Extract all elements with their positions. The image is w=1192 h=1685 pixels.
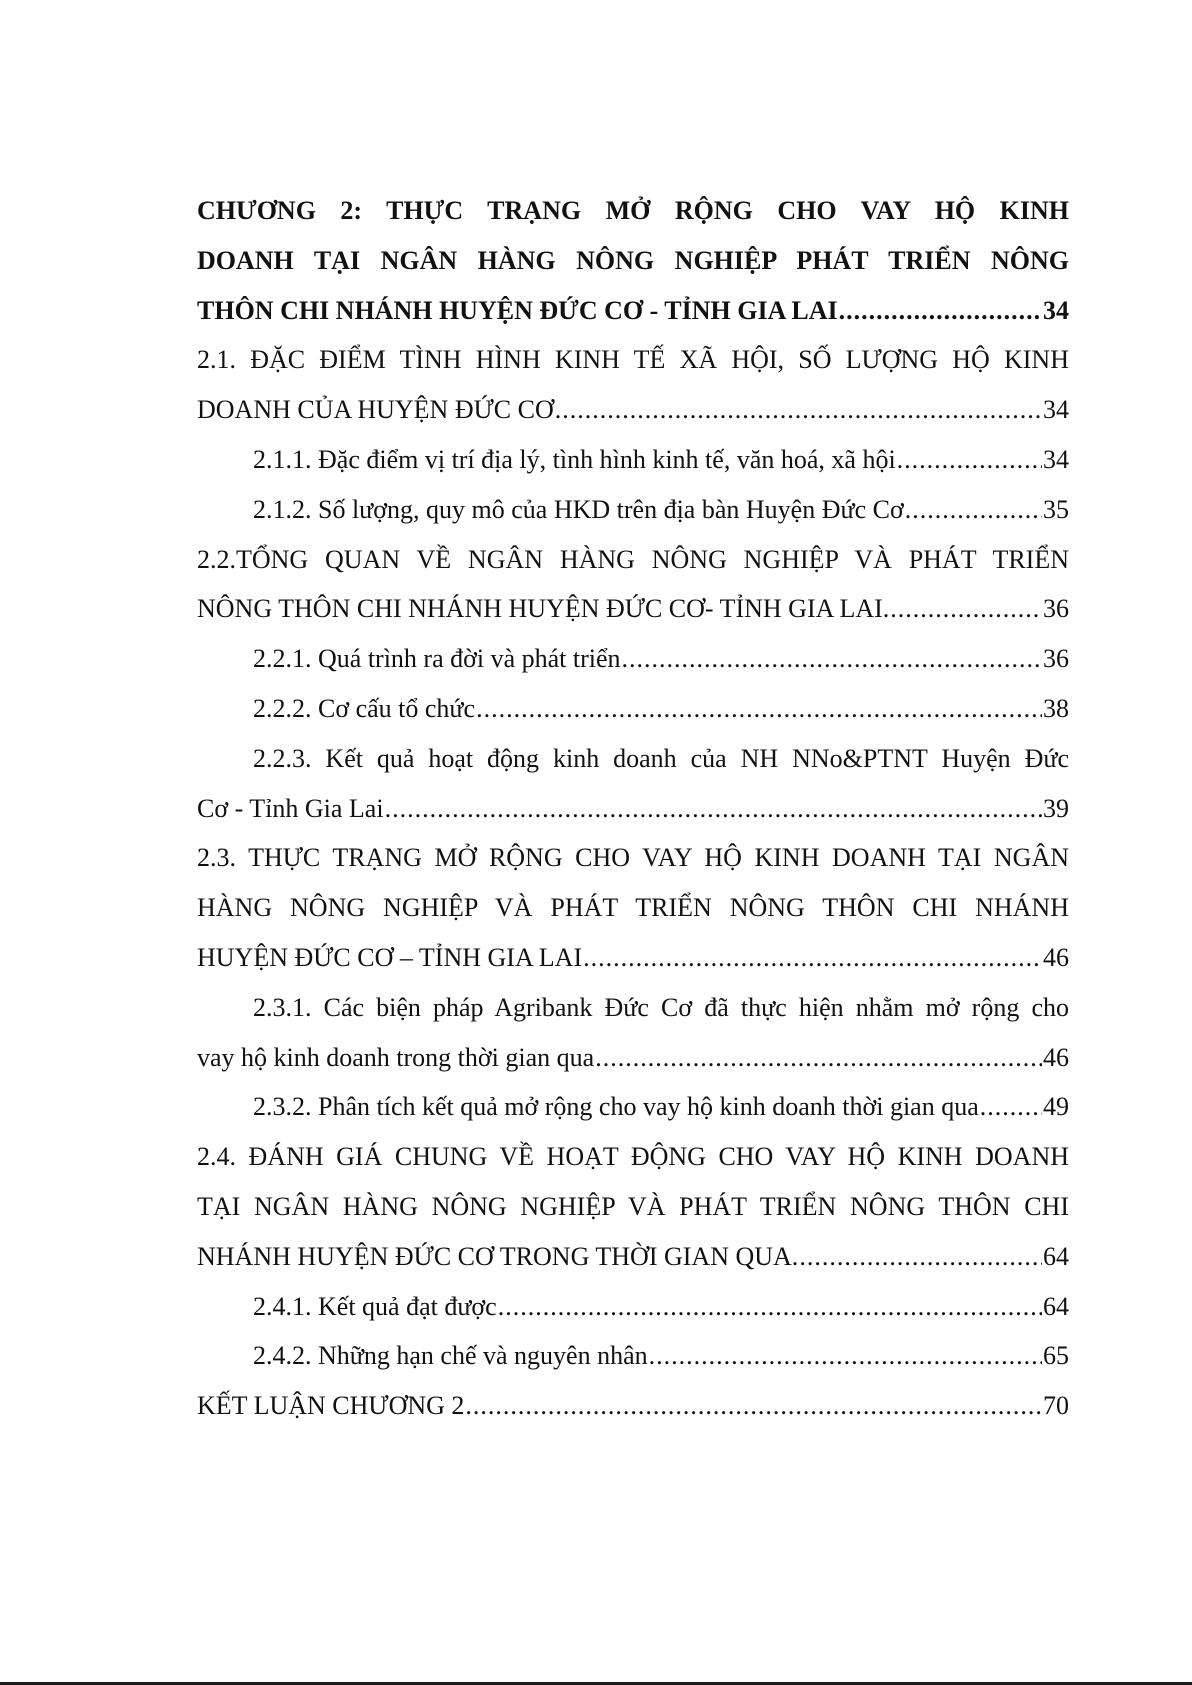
toc-entry-text: HUYỆN ĐỨC CƠ – TỈNH GIA LAI bbox=[197, 942, 583, 972]
table-of-contents bbox=[197, 186, 1069, 1431]
toc-entry-conclusion[interactable] bbox=[197, 1381, 1069, 1431]
dot-leader bbox=[385, 784, 1042, 834]
dot-leader bbox=[498, 1282, 1042, 1332]
toc-entry-text: DOANH CỦA HUYỆN ĐỨC CƠ bbox=[197, 395, 554, 425]
toc-entry-2-2-2[interactable] bbox=[197, 684, 1069, 734]
toc-page-number: 65 bbox=[1043, 1341, 1069, 1371]
toc-entry-2-1-2[interactable] bbox=[197, 485, 1069, 535]
toc-page-number: 35 bbox=[1043, 494, 1069, 524]
toc-entry-2-3-2[interactable] bbox=[197, 1082, 1069, 1132]
toc-page-number: 46 bbox=[1043, 1042, 1069, 1072]
dot-leader bbox=[799, 1232, 1042, 1282]
toc-page-number: 36 bbox=[1043, 644, 1069, 674]
toc-entry-text: NÔNG THÔN CHI NHÁNH HUYỆN ĐỨC CƠ- TỈNH GIA LAI. bbox=[197, 594, 890, 624]
toc-entry-chapter-2-line-3[interactable] bbox=[197, 286, 1069, 336]
toc-page-number: 46 bbox=[1043, 942, 1069, 972]
toc-page-number: 70 bbox=[1043, 1391, 1069, 1421]
toc-page-number: 34 bbox=[1043, 395, 1069, 425]
toc-entry-2-3-line-1[interactable] bbox=[197, 833, 1069, 883]
dot-leader bbox=[839, 286, 1042, 336]
toc-entry-text: 2.1. ĐẶC ĐIỂM TÌNH HÌNH KINH TẾ XÃ HỘI, SỐ LƯỢNG HỘ KINH bbox=[197, 345, 1069, 375]
dot-leader bbox=[622, 634, 1042, 684]
dot-leader bbox=[897, 435, 1042, 485]
toc-page-number: 49 bbox=[1043, 1092, 1069, 1122]
toc-entry-2-3-line-2[interactable] bbox=[197, 883, 1069, 933]
toc-entry-2-2-3-line-2[interactable] bbox=[197, 784, 1069, 834]
toc-page-number: 64 bbox=[1043, 1241, 1069, 1271]
toc-entry-2-4-1[interactable] bbox=[197, 1282, 1069, 1332]
toc-entry-text: 2.3.1. Các biện pháp Agribank Đức Cơ đã thực hiện nhằm mở rộng cho bbox=[253, 992, 1069, 1022]
dot-leader bbox=[476, 684, 1042, 734]
toc-entry-text: 2.2.TỔNG QUAN VỀ NGÂN HÀNG NÔNG NGHIỆP VÀ PHÁT TRIỂN bbox=[197, 544, 1069, 574]
toc-entry-2-4-line-3[interactable] bbox=[197, 1232, 1069, 1282]
dot-leader bbox=[980, 1082, 1042, 1132]
toc-entry-text: DOANH TẠI NGÂN HÀNG NÔNG NGHIỆP PHÁT TRIỂN NÔNG bbox=[197, 245, 1069, 275]
dot-leader bbox=[583, 933, 1042, 983]
toc-entry-text: 2.2.3. Kết quả hoạt động kinh doanh của NH NNo&PTNT Huyện Đức bbox=[253, 743, 1069, 773]
toc-entry-text: 2.2.1. Quá trình ra đời và phát triển bbox=[253, 644, 621, 674]
toc-entry-2-3-line-3[interactable] bbox=[197, 933, 1069, 983]
toc-page-number: 34 bbox=[1043, 444, 1069, 474]
dot-leader bbox=[595, 1033, 1042, 1083]
toc-page-number: 38 bbox=[1043, 693, 1069, 723]
toc-page-number: 36 bbox=[1043, 594, 1069, 624]
toc-entry-text: 2.2.2. Cơ cấu tổ chức bbox=[253, 693, 476, 723]
dot-leader bbox=[649, 1331, 1042, 1381]
toc-entry-2-1-line-1[interactable] bbox=[197, 335, 1069, 385]
toc-page-number: 34 bbox=[1043, 295, 1069, 325]
toc-entry-text: 2.4.1. Kết quả đạt được bbox=[253, 1291, 497, 1321]
toc-entry-text: vay hộ kinh doanh trong thời gian qua bbox=[197, 1042, 595, 1072]
toc-entry-text: NHÁNH HUYỆN ĐỨC CƠ TRONG THỜI GIAN QUA. bbox=[197, 1241, 799, 1271]
toc-entry-2-1-1[interactable] bbox=[197, 435, 1069, 485]
dot-leader bbox=[465, 1381, 1042, 1431]
toc-entry-chapter-2-line-1[interactable] bbox=[197, 186, 1069, 236]
toc-entry-2-2-3-line-1[interactable] bbox=[197, 734, 1069, 784]
toc-entry-2-4-line-2[interactable] bbox=[197, 1182, 1069, 1232]
toc-entry-text: 2.1.1. Đặc điểm vị trí địa lý, tình hình kinh tế, văn hoá, xã hội bbox=[253, 444, 896, 474]
toc-entry-2-3-1-line-2[interactable] bbox=[197, 1033, 1069, 1083]
toc-entry-2-2-1[interactable] bbox=[197, 634, 1069, 684]
toc-entry-2-1-line-2[interactable] bbox=[197, 385, 1069, 435]
toc-entry-text: 2.3. THỰC TRẠNG MỞ RỘNG CHO VAY HỘ KINH DOANH TẠI NGÂN bbox=[197, 843, 1069, 873]
toc-entry-2-3-1-line-1[interactable] bbox=[197, 983, 1069, 1033]
toc-entry-text: CHƯƠNG 2: THỰC TRẠNG MỞ RỘNG CHO VAY HỘ KINH bbox=[197, 196, 1069, 225]
toc-entry-2-2-line-2[interactable] bbox=[197, 584, 1069, 634]
toc-entry-text: THÔN CHI NHÁNH HUYỆN ĐỨC CƠ - TỈNH GIA LAI bbox=[197, 295, 838, 325]
toc-entry-text: Cơ - Tỉnh Gia Lai bbox=[197, 793, 384, 823]
toc-entry-text: KẾT LUẬN CHƯƠNG 2 bbox=[197, 1391, 465, 1421]
dot-leader bbox=[890, 584, 1042, 634]
toc-entry-2-4-2[interactable] bbox=[197, 1331, 1069, 1381]
toc-entry-text: 2.4. ĐÁNH GIÁ CHUNG VỀ HOẠT ĐỘNG CHO VAY HỘ KINH DOANH bbox=[197, 1142, 1069, 1172]
toc-page-number: 39 bbox=[1043, 793, 1069, 823]
dot-leader bbox=[555, 385, 1042, 435]
toc-entry-2-4-line-1[interactable] bbox=[197, 1132, 1069, 1182]
toc-page-number: 64 bbox=[1043, 1291, 1069, 1321]
toc-entry-text: 2.1.2. Số lượng, quy mô của HKD trên địa bàn Huyện Đức Cơ bbox=[253, 494, 904, 524]
toc-entry-chapter-2-line-2[interactable] bbox=[197, 236, 1069, 286]
toc-entry-text: 2.4.2. Những hạn chế và nguyên nhân bbox=[253, 1341, 648, 1371]
toc-entry-text: HÀNG NÔNG NGHIỆP VÀ PHÁT TRIỂN NÔNG THÔN CHI NHÁNH bbox=[197, 893, 1069, 923]
toc-entry-text: 2.3.2. Phân tích kết quả mở rộng cho vay hộ kinh doanh thời gian qua bbox=[253, 1092, 979, 1122]
dot-leader bbox=[905, 485, 1042, 535]
toc-entry-2-2-line-1[interactable] bbox=[197, 535, 1069, 585]
toc-entry-text: TẠI NGÂN HÀNG NÔNG NGHIỆP VÀ PHÁT TRIỂN NÔNG THÔN CHI bbox=[197, 1191, 1069, 1221]
